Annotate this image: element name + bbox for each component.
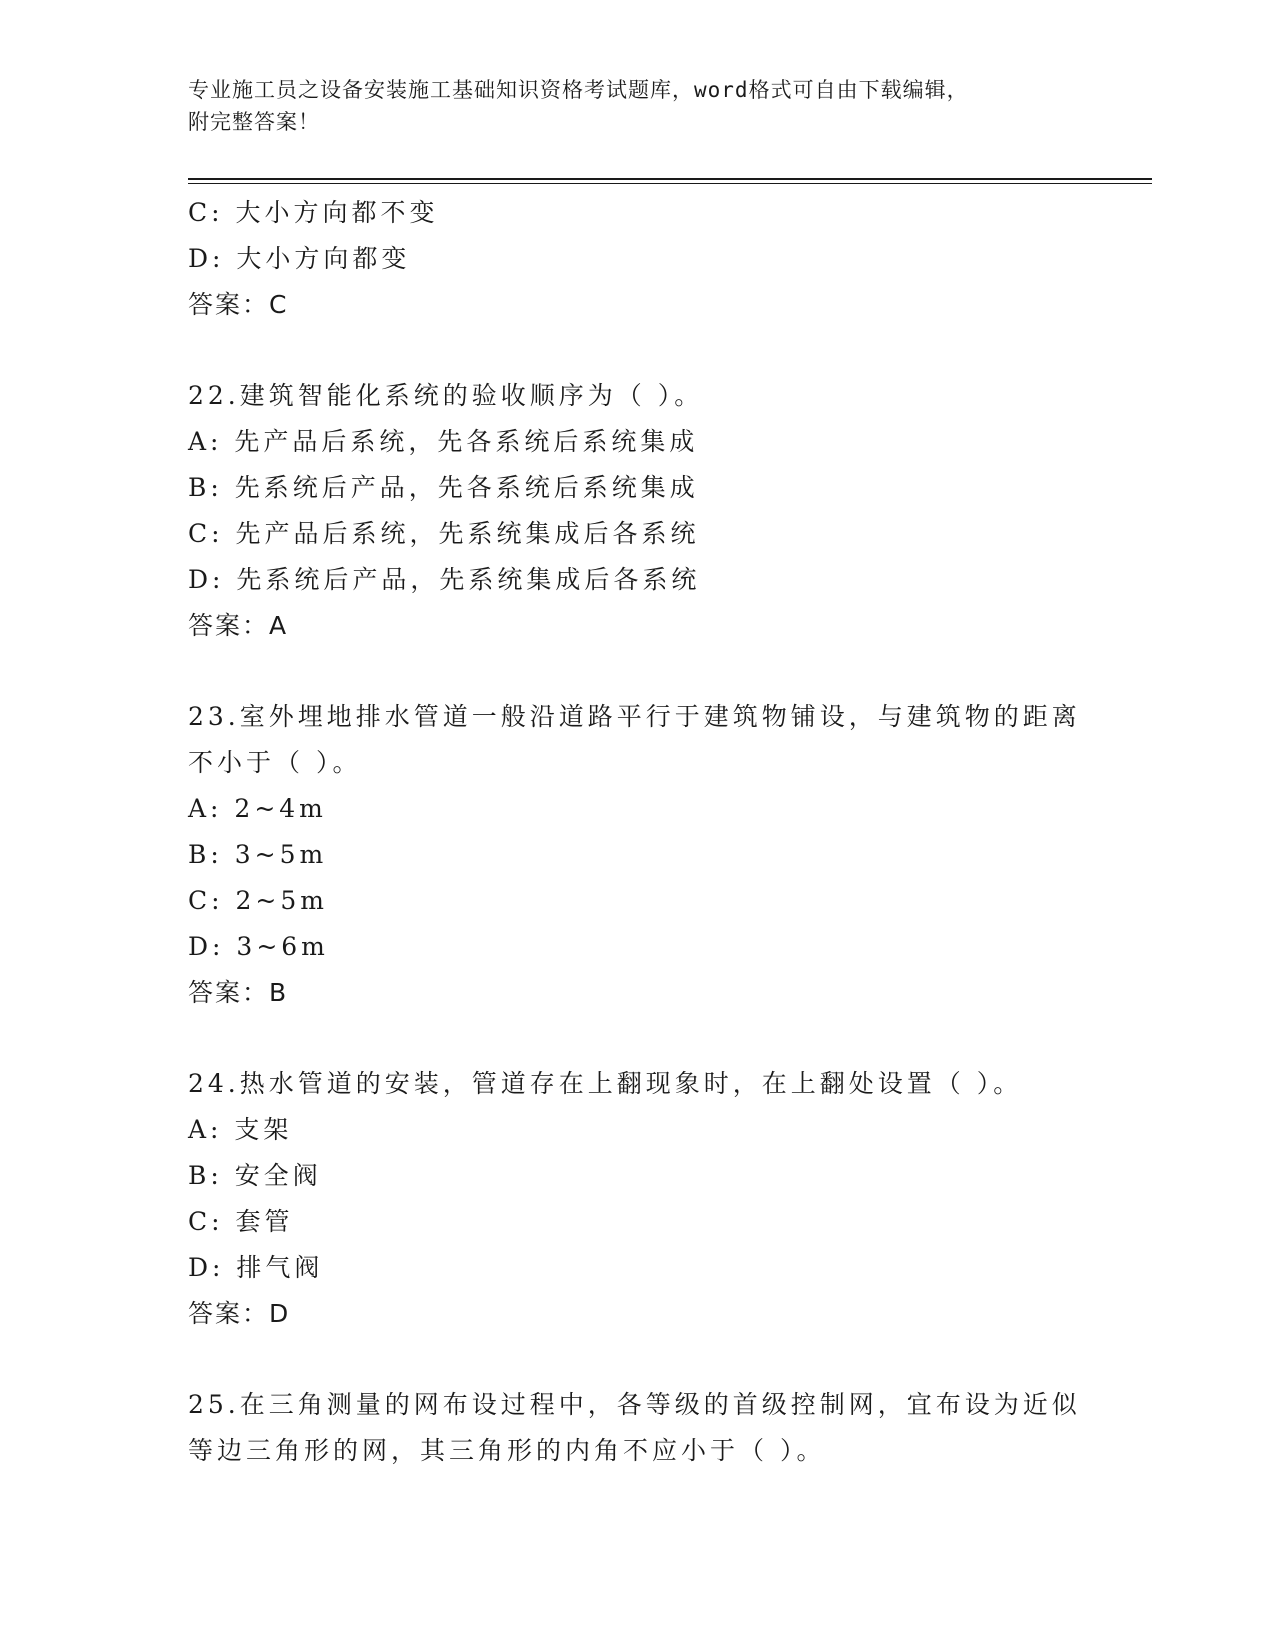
option-c: C: 套管	[188, 1207, 294, 1236]
question-stem: 22.建筑智能化系统的验收顺序为（ ）。	[188, 381, 704, 410]
question-stem: 24.热水管道的安装，管道存在上翻现象时，在上翻处设置（ ）。	[188, 1069, 1023, 1098]
option-b: B: 安全阀	[188, 1161, 322, 1190]
option-d: D: 先系统后产品，先系统集成后各系统	[188, 565, 701, 594]
option-a: A: 2~4m	[188, 794, 327, 823]
question-25	[188, 1382, 1088, 1474]
option-a: A: 先产品后系统，先各系统后系统集成	[188, 427, 699, 456]
question-21-tail	[188, 190, 1088, 328]
spacer	[188, 1337, 1088, 1382]
question-stem-line-1: 23.室外埋地排水管道一般沿道路平行于建筑物铺设，与建筑物的距离	[188, 702, 1081, 731]
option-d: D: 大小方向都变	[188, 244, 411, 273]
question-content	[188, 190, 1088, 1474]
header-line-1: 专业施工员之设备安装施工基础知识资格考试题库，word格式可自由下载编辑，	[188, 78, 969, 102]
option-c: C: 2~5m	[188, 886, 328, 915]
option-c: C: 先产品后系统，先系统集成后各系统	[188, 519, 700, 548]
answer-line: 答案：B	[188, 978, 289, 1007]
option-a: A: 支架	[188, 1115, 293, 1144]
answer-line: 答案：A	[188, 611, 289, 640]
option-d: D: 排气阀	[188, 1253, 324, 1282]
option-d: D: 3~6m	[188, 932, 329, 961]
document-header	[188, 74, 1088, 138]
option-b: B: 3~5m	[188, 840, 328, 869]
header-divider-thick	[188, 178, 1152, 180]
question-stem-line-2: 不小于（ ）。	[188, 748, 362, 777]
question-23	[188, 694, 1088, 1016]
question-stem-line-2: 等边三角形的网，其三角形的内角不应小于（ ）。	[188, 1436, 826, 1465]
spacer	[188, 1016, 1088, 1061]
question-22	[188, 373, 1088, 649]
question-24	[188, 1061, 1088, 1337]
answer-line: 答案：C	[188, 290, 289, 319]
header-line-2: 附完整答案！	[188, 110, 320, 134]
option-b: B: 先系统后产品，先各系统后系统集成	[188, 473, 699, 502]
spacer	[188, 328, 1088, 373]
question-stem-line-1: 25.在三角测量的网布设过程中，各等级的首级控制网，宜布设为近似	[188, 1390, 1081, 1419]
header-divider-thin	[188, 183, 1152, 184]
spacer	[188, 649, 1088, 694]
option-c: C: 大小方向都不变	[188, 198, 439, 227]
answer-line: 答案：D	[188, 1299, 291, 1328]
